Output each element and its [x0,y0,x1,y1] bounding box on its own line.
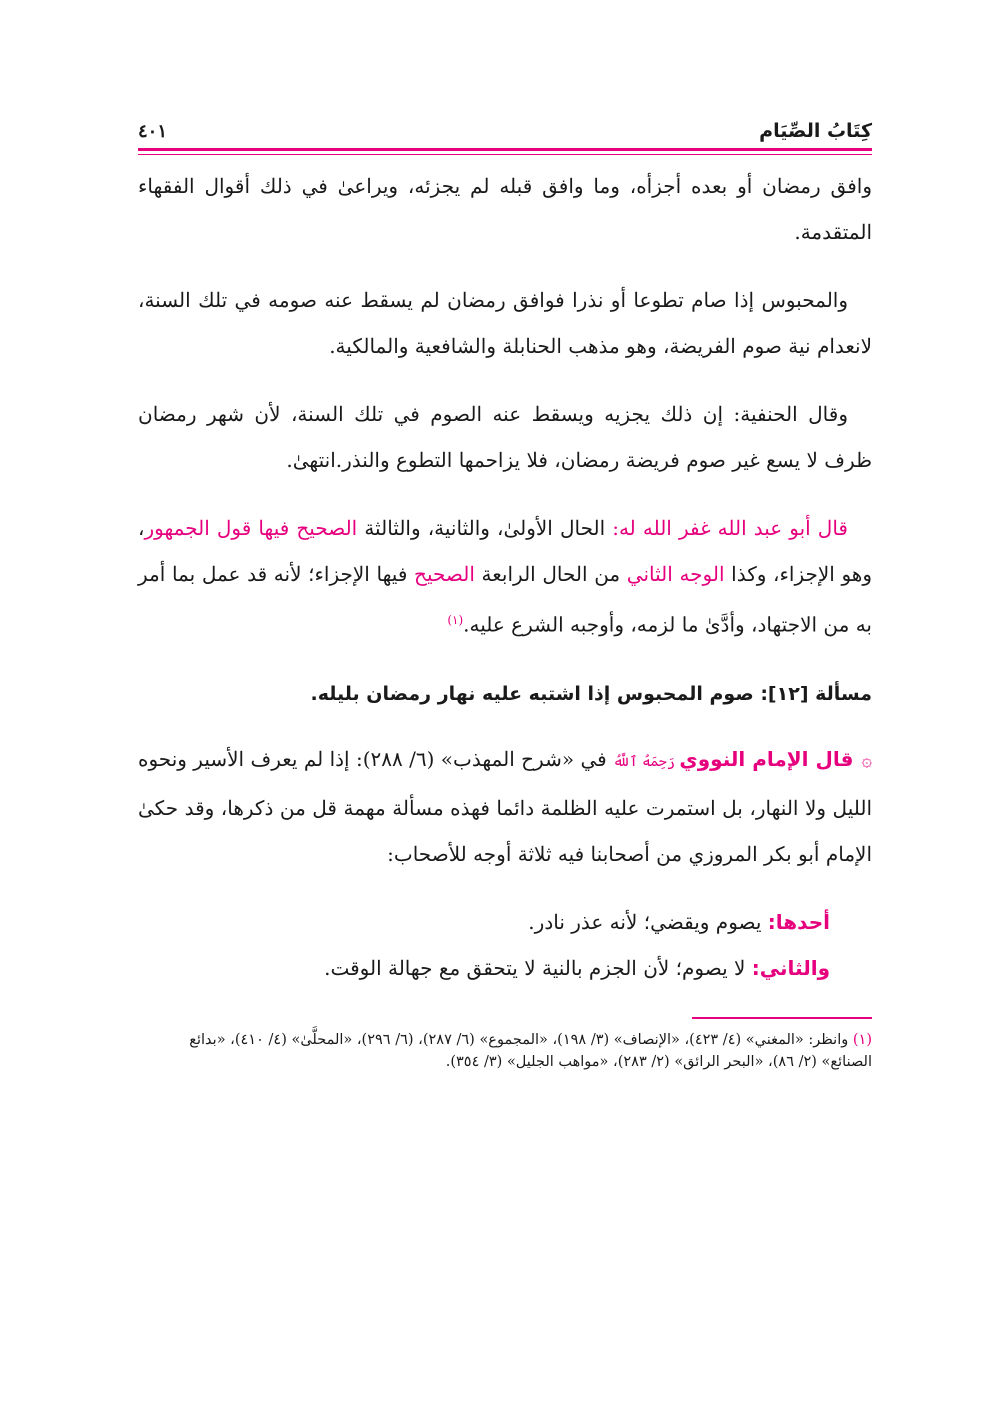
author-note [138,505,872,648]
masala-label: مسألة [١٢]: [760,682,872,705]
flower-ornament-icon: ۞ [861,749,872,771]
nawawi-quote [138,736,872,877]
book-title: كِتَابُ الصِّيَام [759,120,872,142]
author-text-1: الحال الأولىٰ، والثانية، والثالثة [357,516,613,540]
nawawi-text: في «شرح المهذب» (٦/ ٢٨٨): إذا لم يعرف الأسير ونحوه الليل ولا النهار، بل استمرت عليه الظلمة دائما فهذه مسألة مهمة قل من ذكرها، وقد حكىٰ الإمام أبو بكر المروزي من أصحابنا فيه ثلاثة أوجه للأصحاب: [138,746,872,866]
author-text-4: فيها الإجزاء؛ لأنه قد عمل بما أمر به من الاجتهاد، وأدَّىٰ ما لزمه، وأوجبه الشرع عليه. [138,562,872,637]
nawawi-honorific: رَحِمَهُ ٱللَّهُ [613,753,680,770]
footnote-text: وانظر: «المغني» (٤/ ٤٢٣)، «الإنصاف» (٣/ ١٩٨)، «المجموع» (٦/ ٢٨٧)، (٦/ ٢٩٦)، «المحلَّىٰ» (٤/ ٤١٠)، «بدائع الصنائع» (٢/ ٨٦)، «البحر الرائق» (٢/ ٢٨٣)، «مواهب الجليل» (٣/ ٣٥٤). [189,1031,872,1070]
point-item [138,899,830,945]
header-rule-thin [138,154,872,155]
masala-heading [138,674,872,714]
author-highlight-1: الصحيح فيها قول الجمهور [144,516,358,540]
author-text-3: من الحال الرابعة [474,562,627,586]
header-rule-thick [138,148,872,151]
book-page [138,110,872,1073]
author-highlight-2: الوجه الثاني [626,562,725,586]
page-body [138,163,872,991]
footnote-number: (١) [852,1031,872,1048]
paragraph-continuation: وافق رمضان أو بعده أجزأه، وما وافق قبله لم يجزئه، ويراعىٰ في ذلك أقوال الفقهاء المتقدمة. [138,174,872,244]
paragraph-mahbus: والمحبوس إذا صام تطوعا أو نذرا فوافق رمضان لم يسقط عنه صومه في تلك السنة، لانعدام نية صوم الفريضة، وهو مذهب الحنابلة والشافعية والمالكية. [138,288,872,358]
footnote-rule [692,1017,872,1019]
author-speaker: قال أبو عبد الله غفر الله له: [612,516,848,540]
footnote [138,1029,872,1073]
point-label: أحدها: [767,909,830,934]
nawawi-speaker: قال الإمام النووي [679,746,854,771]
author-text-2: ، وهو الإجزاء، وكذا [138,516,872,586]
masala-title: صوم المحبوس إذا اشتبه عليه نهار رمضان بليله. [310,682,761,705]
page-number: ٤٠١ [138,121,168,142]
footnote-ref[interactable]: (١) [447,613,464,627]
point-text: يصوم ويقضي؛ لأنه عذر نادر. [528,909,768,934]
page-header [138,110,872,142]
point-label: والثاني: [751,955,830,980]
point-text: لا يصوم؛ لأن الجزم بالنية لا يتحقق مع جهالة الوقت. [324,955,752,980]
point-item [138,945,830,991]
paragraph-hanafiyya: وقال الحنفية: إن ذلك يجزيه ويسقط عنه الصوم في تلك السنة، لأن شهر رمضان ظرف لا يسع غير صوم فريضة رمضان، فلا يزاحمها التطوع والنذر.انتهىٰ. [138,402,872,472]
author-highlight-3: الصحيح [414,562,475,586]
